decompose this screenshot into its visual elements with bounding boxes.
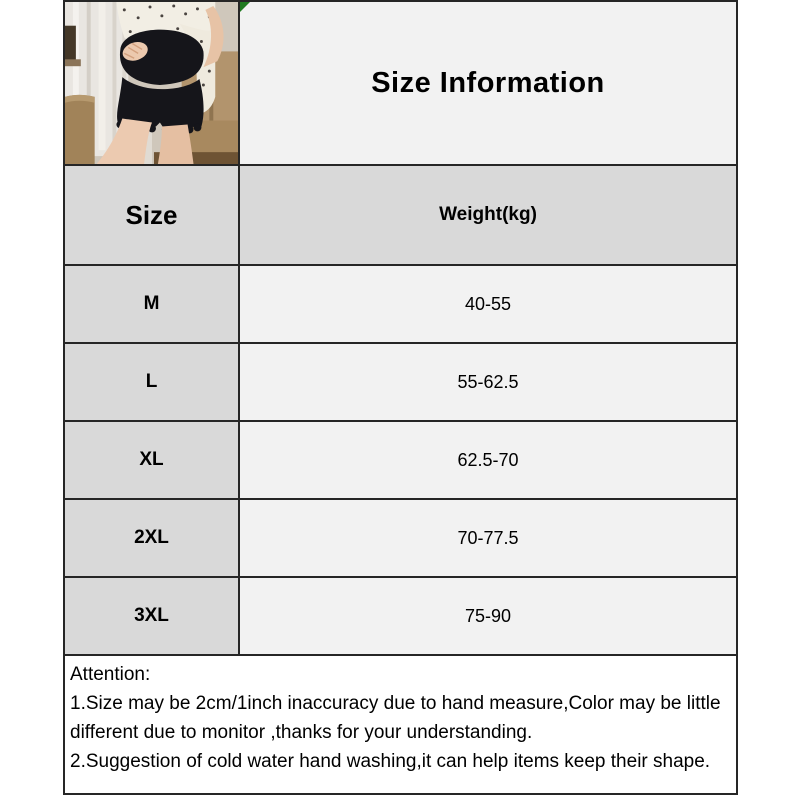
table-row-weight-l: 55-62.5 [240,344,736,422]
green-corner-marker-icon [240,2,250,12]
page-title: Size Information [371,66,605,99]
column-header-weight [240,166,736,266]
table-row-weight-xl: 62.5-70 [240,422,736,500]
product-photo [65,2,238,164]
table-row-size-3xl: 3XL [65,578,240,656]
table-row-weight-2xl: 70-77.5 [240,500,736,578]
table-row-size-m: M [65,266,240,344]
product-photo-cell [65,2,240,166]
table-row-weight-3xl: 75-90 [240,578,736,656]
size-header-label: Size [125,199,178,230]
table-row-size-xl: XL [65,422,240,500]
title-cell [240,2,736,166]
attention-notes [65,656,736,793]
size-information-table [63,0,738,795]
attention-note-2: 2.Suggestion of cold water hand washing,it can help items keep their shape. [70,751,711,772]
table-row-size-l: L [65,344,240,422]
column-header-size [65,166,240,266]
table-row-size-2xl: 2XL [65,500,240,578]
attention-note-1a: 1.Size may be 2cm/1inch inaccuracy due to hand measure,Color may be little [70,693,721,714]
attention-note-1b: different due to monitor ,thanks for your understanding. [70,722,533,743]
attention-heading: Attention: [70,664,151,685]
weight-header-label: Weight(kg) [439,204,537,225]
table-row-weight-m: 40-55 [240,266,736,344]
